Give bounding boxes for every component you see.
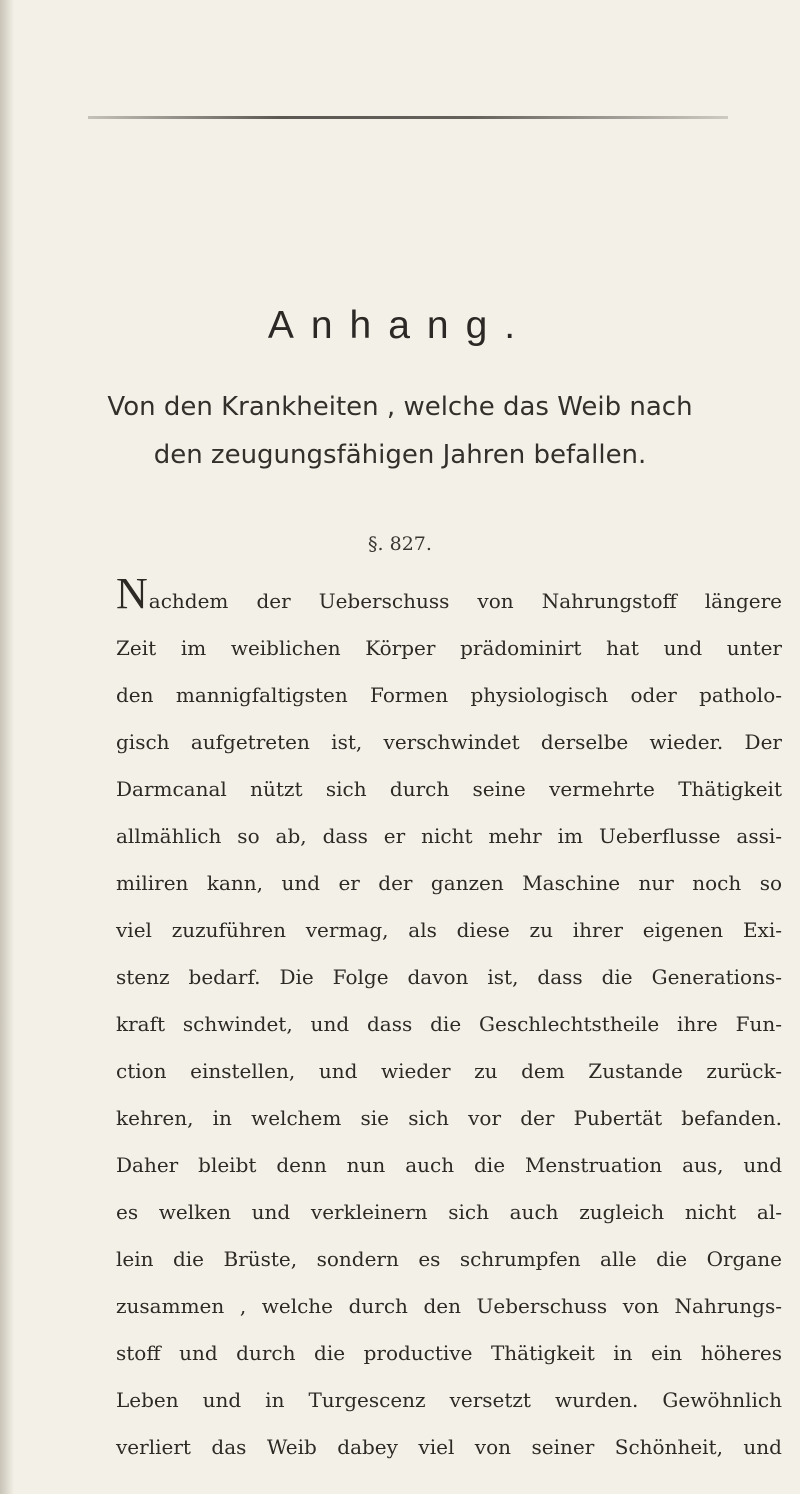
- text-line: kehren, in welchem sie sich vor der Pubertät befanden.: [116, 1106, 782, 1130]
- text-line: kraft schwindet, und dass die Geschlechtstheile ihre Fun-: [116, 1012, 782, 1036]
- body-paragraph: [116, 569, 782, 1471]
- text-line: stoff und durch die productive Thätigkeit in ein höheres: [116, 1341, 782, 1365]
- text-line: Leben und in Turgescenz versetzt wurden. Gewöhnlich: [116, 1388, 782, 1412]
- text-line: ction einstellen, und wieder zu dem Zustande zurück-: [116, 1059, 782, 1083]
- text-line: viel zuzuführen vermag, als diese zu ihrer eigenen Exi-: [116, 918, 782, 942]
- text-line: allmählich so ab, dass er nicht mehr im Ueberflusse assi-: [116, 824, 782, 848]
- section-number: §. 827.: [368, 533, 432, 555]
- text-line: zusammen , welche durch den Ueberschuss von Nahrungs-: [116, 1294, 782, 1318]
- text-line-1: [116, 569, 782, 625]
- text-line: miliren kann, und er der ganzen Maschine nur noch so: [116, 871, 782, 895]
- top-rule: [88, 116, 728, 119]
- text-line: Darmcanal nützt sich durch seine vermehrte Thätigkeit: [116, 777, 782, 801]
- drop-cap: N: [116, 569, 148, 618]
- text-line: den mannigfaltigsten Formen physiologisch oder patholo-: [116, 683, 782, 707]
- text-line: stenz bedarf. Die Folge davon ist, dass die Generations-: [116, 965, 782, 989]
- text-line: es welken und verkleinern sich auch zugleich nicht al-: [116, 1200, 782, 1224]
- appendix-heading: Anhang.: [267, 304, 533, 347]
- text-line: Daher bleibt denn nun auch die Menstruation aus, und: [116, 1153, 782, 1177]
- first-line-text: achdem der Ueberschuss von Nahrungstoff längere: [148, 589, 782, 613]
- chapter-subtitle-line-2: den zeugungsfähigen Jahren befallen.: [153, 440, 647, 470]
- text-line: Zeit im weiblichen Körper prädominirt hat und unter: [116, 636, 782, 660]
- text-line: gisch aufgetreten ist, verschwindet derselbe wieder. Der: [116, 730, 782, 754]
- text-line: lein die Brüste, sondern es schrumpfen alle die Organe: [116, 1247, 782, 1271]
- page-gutter-shadow: [0, 0, 14, 1494]
- text-line: verliert das Weib dabey viel von seiner Schönheit, und: [116, 1435, 782, 1459]
- chapter-subtitle-line-1: Von den Krankheiten , welche das Weib nach: [107, 392, 693, 422]
